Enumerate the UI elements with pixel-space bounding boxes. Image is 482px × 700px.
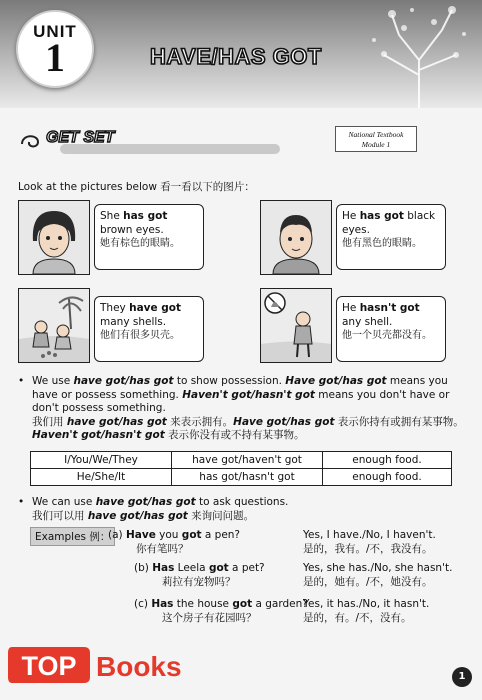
boy-picture	[260, 200, 332, 275]
girl-face-icon	[19, 201, 89, 274]
beach-scene-icon	[19, 289, 89, 362]
example-text: a pen?	[201, 529, 241, 541]
example-keyword: Has	[151, 598, 174, 610]
example-answer: Yes, she has./No, she hasn't.	[303, 562, 453, 574]
rule-chinese-part: 来询问问题。	[187, 509, 255, 522]
sentence-bold: have got	[129, 302, 182, 314]
sentence-post: black eyes.	[342, 210, 436, 236]
sentence-post: any shell.	[342, 315, 393, 328]
rule-chinese-part: 我们可以用	[32, 509, 88, 522]
textbook-note-line1: National Textbook	[348, 130, 404, 139]
example-question-c	[134, 598, 308, 625]
girl-picture	[18, 200, 90, 275]
sentence-chinese: 他们有很多贝壳。	[100, 330, 180, 341]
table-row	[31, 469, 452, 486]
rule-text-part: means you have or possess something.	[32, 375, 448, 401]
topbooks-logo	[8, 645, 184, 685]
example-text: the house	[173, 598, 233, 610]
grammar-table	[30, 451, 452, 486]
table-cell-verb: have got/haven't got	[172, 452, 323, 469]
unit-badge	[16, 10, 94, 88]
textbook-note-line2: Module 1	[361, 140, 391, 149]
boy-face-icon	[261, 201, 331, 274]
speech-bubble-4	[336, 296, 446, 362]
unit-word: UNIT	[33, 22, 77, 41]
textbook-note	[335, 126, 417, 152]
example-question-a	[108, 529, 240, 556]
table-cell-object: enough food.	[323, 452, 452, 469]
bullet-icon: •	[18, 496, 25, 508]
swirl-icon	[18, 128, 48, 154]
page-number: 1	[452, 667, 472, 687]
rule-keyword: have got/has got	[95, 496, 196, 508]
rule-text-part: to show possession.	[173, 375, 286, 387]
rule-keyword: Have got/has got	[233, 415, 335, 428]
example-question-b	[134, 562, 265, 589]
sentence-pre: She	[100, 210, 124, 222]
sentence-bold: has got	[359, 210, 404, 222]
example-number: (c)	[134, 598, 148, 610]
tree-decoration-icon	[324, 0, 474, 108]
section-title: GET SET	[46, 129, 115, 146]
rule-chinese-part: 我们用	[32, 415, 67, 428]
sentence-chinese: 她有棕色的眼睛。	[100, 238, 180, 249]
example-text: you	[155, 529, 182, 541]
sentence-pre: He	[342, 210, 360, 222]
page-title: HAVE/HAS GOT	[150, 44, 322, 69]
example-keyword: got	[208, 562, 229, 574]
sentence-pre: They	[100, 302, 130, 314]
rule-text	[32, 375, 466, 443]
table-cell-subject: I/You/We/They	[31, 452, 172, 469]
example-number: (b)	[134, 562, 149, 574]
example-question-chinese: 这个房子有花园吗？	[162, 611, 257, 624]
rule-keyword: Have got/has got	[285, 375, 387, 387]
sentence-bold: hasn't got	[359, 302, 420, 314]
speech-bubble-2	[336, 204, 446, 270]
rule-text-part: We use	[32, 375, 74, 387]
rule-chinese-part: 表示你持有或拥有某事物。	[334, 415, 464, 428]
example-question-chinese: 你有笔吗？	[136, 542, 189, 555]
example-question-chinese: 莉拉有宠物吗？	[162, 575, 236, 588]
speech-bubble-3	[94, 296, 204, 362]
example-answer-c	[303, 598, 429, 625]
example-keyword: Has	[152, 562, 175, 574]
boy-no-shell-picture	[260, 288, 332, 363]
example-answer: Yes, I have./No, I haven't.	[303, 529, 436, 541]
unit-number: 1	[45, 35, 65, 80]
no-shell-scene-icon	[261, 289, 331, 362]
example-text: a pet?	[228, 562, 265, 574]
table-row	[31, 452, 452, 469]
rule-keyword: have got/has got	[87, 509, 188, 522]
example-number: (a)	[108, 529, 123, 541]
rule-chinese-part: 表示你没有或不持有某事物。	[164, 429, 305, 441]
example-text: Leela	[174, 562, 209, 574]
instruction-text: Look at the pictures below 看一看以下的图片：	[18, 181, 255, 193]
children-shells-picture	[18, 288, 90, 363]
example-answer-b	[303, 562, 452, 589]
rule-chinese-part: 来表示拥有。	[166, 415, 234, 428]
sentence-bold: has got	[123, 210, 168, 222]
table-cell-object: enough food.	[323, 469, 452, 486]
table-cell-subject: He/She/It	[31, 469, 172, 486]
example-answer-chinese: 是的，有。/不，没有。	[303, 611, 412, 624]
chapter-header	[0, 0, 482, 108]
rule-keyword: Haven't got/hasn't got	[32, 429, 165, 441]
example-answer: Yes, it has./No, it hasn't.	[303, 598, 430, 610]
rule-text-part: means you don't have or don't possess something.	[32, 388, 450, 414]
rule-questions	[18, 496, 466, 524]
table-cell-verb: has got/hasn't got	[172, 469, 323, 486]
sentence-post: many shells.	[100, 315, 167, 328]
rule-text-part: We can use	[32, 496, 96, 508]
rule-keyword: have got/has got	[66, 415, 167, 428]
sentence-chinese: 他一个贝壳都没有。	[342, 330, 432, 341]
rule-text-part: to ask questions.	[195, 496, 289, 508]
logo-part1: TOP	[21, 651, 77, 681]
sentence-pre: He	[342, 302, 360, 314]
rule-possession	[18, 375, 466, 445]
example-text: a garden?	[252, 598, 308, 610]
speech-bubble-1	[94, 204, 204, 270]
sentence-post: brown eyes.	[100, 223, 164, 236]
examples-label: Examples 例：	[30, 527, 115, 546]
topbooks-logo-graphic	[8, 645, 184, 685]
example-answer-chinese: 是的，她有。/不，她没有。	[303, 575, 433, 588]
sentence-chinese: 他有黑色的眼睛。	[342, 238, 422, 249]
bullet-icon: •	[18, 375, 25, 387]
example-answer-a	[303, 529, 436, 556]
logo-part2: Books	[96, 651, 182, 682]
rule-text	[32, 496, 466, 523]
example-keyword: got	[232, 598, 253, 610]
section-heading	[18, 128, 168, 154]
rule-keyword: Haven't got/hasn't got	[182, 388, 315, 401]
rule-keyword: have got/has got	[73, 375, 174, 387]
example-answer-chinese: 是的，我有。/不，我没有。	[303, 542, 433, 555]
example-keyword: got	[181, 529, 202, 541]
example-keyword: Have	[125, 529, 156, 541]
